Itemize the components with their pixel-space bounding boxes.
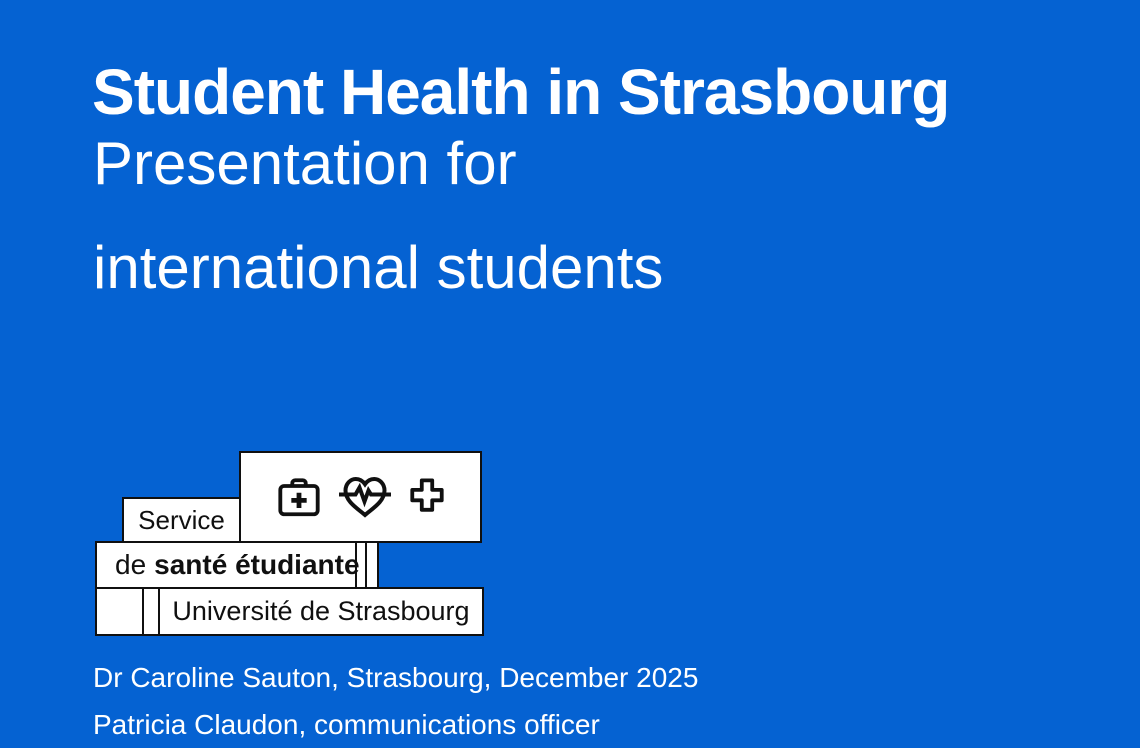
logo-university-box bbox=[158, 587, 484, 636]
medical-cross-icon bbox=[408, 476, 446, 518]
logo-stripe bbox=[365, 541, 379, 589]
logo-service-box bbox=[122, 497, 241, 543]
first-aid-kit-icon bbox=[276, 475, 322, 519]
logo-stripe bbox=[95, 587, 144, 636]
logo-sante-label: santé étudiante bbox=[154, 549, 360, 580]
footer-author-line: Dr Caroline Sauton, Strasbourg, December 2025 bbox=[93, 662, 699, 693]
logo-icons-box bbox=[239, 451, 482, 543]
logo-de-label: de bbox=[115, 549, 147, 580]
subtitle-line-1: Presentation for bbox=[93, 130, 517, 197]
logo-university-label: Université de Strasbourg bbox=[172, 596, 470, 626]
slide-title: Student Health in Strasbourg bbox=[92, 55, 950, 128]
logo-sante-box bbox=[95, 541, 360, 589]
logo-service-label: Service bbox=[138, 504, 225, 535]
slide-footer bbox=[93, 654, 698, 748]
university-health-service-logo bbox=[95, 451, 487, 637]
subtitle-line-2: international students bbox=[93, 234, 664, 301]
footer-officer-line: Patricia Claudon, communications officer bbox=[93, 709, 600, 740]
slide-subtitle bbox=[93, 112, 663, 320]
heart-pulse-icon bbox=[337, 474, 393, 520]
